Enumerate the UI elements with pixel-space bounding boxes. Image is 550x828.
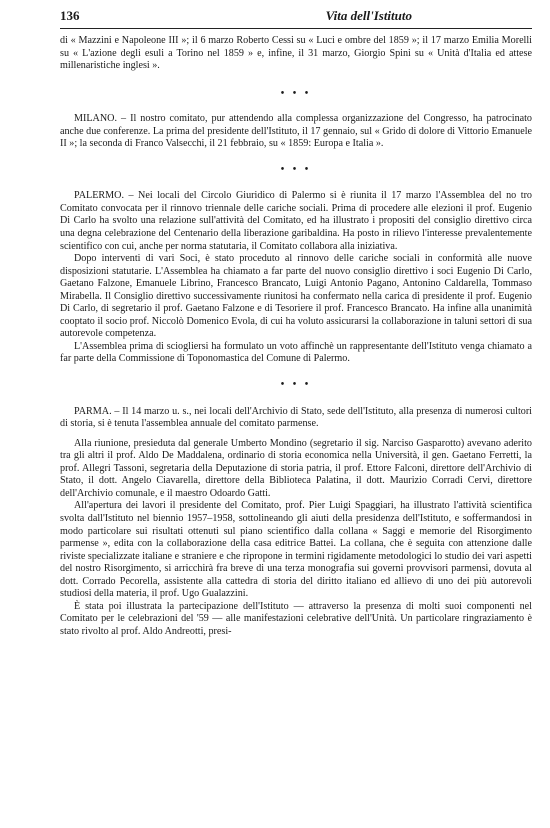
page-header [60, 10, 532, 29]
intro-paragraph: di « Mazzini e Napoleone III »; il 6 marzo Roberto Cessi su « Luci e ombre del 1859 »; il 17 marzo Emilia Morelli su « L'azione degli esuli a Torino nel 1859 » e, infine, il 31 marzo, Giorgio Spini su « Unità d'Italia ed attese millenaristiche inglesi ». [60, 35, 532, 72]
section-separator: • • • [280, 163, 312, 175]
palermo-paragraph-2: Dopo interventi di vari Soci, è stato proceduto al rinnovo delle cariche sociali in conformità alle nuove disposizioni statutarie. L'Assemblea ha chiamato a far parte del nuovo consiglio direttivo i soci Eugenio Di Carlo, Gaetano Falzone, Emanuele Librino, Francesco Brancato, Luigi Antonio Pagano, Antonino Caldarella, Tommaso Mirabella. Il Consiglio direttivo successivamente riunitosi ha confermato nella carica di presidente il prof. Eugenio Di Carlo, di segretario il prof. Gaetano Falzone e di Tesoriere il prof. Francesco Brancato. Ha infine alla unanimità cooptato il socio prof. Niccolò Domenico Evola, di cui ha voluto assicurarsi la collaborazione in taluni settori di sua autorevole competenza. [60, 253, 532, 340]
parma-paragraph-4: È stata poi illustrata la partecipazione dell'Istituto — attraverso la presenza di molti suoi componenti nel Comitato per le celebrazioni del '59 — alle manifestazioni celebrative dell'Unità. Un particolare ringraziamento è stato rivolto al prof. Aldo Andreotti, presi- [60, 600, 532, 637]
parma-paragraph-1: PARMA. – Il 14 marzo u. s., nei locali dell'Archivio di Stato, sede dell'Istituto, alla presenza di numerosi cultori di storia, si è tenuta l'assemblea annuale del comitato parmense. [60, 405, 532, 430]
palermo-paragraph-3: L'Assemblea prima di sciogliersi ha formulato un voto affinchè un rappresentante dell'Istituto venga chiamato a far parte della Commissione di Toponomastica del Comune di Palermo. [60, 340, 532, 365]
palermo-paragraph-1: PALERMO. – Nei locali del Circolo Giuridico di Palermo si è riunita il 17 marzo l'Assemblea del no tro Comitato convocata per il rinnovo triennale delle cariche sociali. Prima di procedere alle elezioni il prof. Eugenio Di Carlo ha svolto una relazione sull'attività del Comitato, ed ha illustrato i propositi del consiglio direttivo circa una degna celebrazione del Centenario della liberazione garibaldina. Ha posto in rilievo l'interesse prevalentemente scientifico con cui, anche per norma statutaria, il Comitato collabora alla iniziativa. [60, 190, 532, 252]
milano-paragraph: MILANO. – Il nostro comitato, pur attendendo alla complessa organizzazione del Congresso, ha patrocinato anche due conferenze. La prima del presidente dell'Istituto, il 17 gennaio, sul « Grido di dolore di Vittorio Emanuele II »; la seconda di Franco Valsecchi, il 21 febbraio, su « 1859: Europa e Italia ». [60, 113, 532, 150]
parma-paragraph-3: All'apertura dei lavori il presidente del Comitato, prof. Pier Luigi Spaggiari, ha illustrato l'attività scientifica svolta dall'Istituto nel biennio 1957–1958, sottolineando gli aiuti della presidenza dell'Istituto, e soffermandosi in modo particolare sui risultati ottenuti sul piano scientifico dalla collana « Saggi e memorie del Risorgimento parmense », edita con la collaborazione della casa editrice Battei. La collana, che è seguita con attenzione dalle riviste specializzate italiane e straniere e che ripropone in termini rigidamente metodologici lo studio dei vari aspetti del nostro Risorgimento, si arricchirà fra breve di una terza monografia sui governi provvisori parmensi, dovuta al dott. Corrado Pecorella, assistente alla cattedra di storia del diritto italiano ed allievo di uno dei più autorevoli studiosi della materia, il prof. Ugo Gualazzini. [60, 500, 532, 600]
running-title: Vita dell'Istituto [325, 8, 412, 23]
parma-paragraph-2: Alla riunione, presieduta dal generale Umberto Mondino (segretario il sig. Narciso Gasparotto) avevano aderito tra gli altri il prof. Aldo De Maddalena, ordinario di storia economica nella Università, il gen. Gaetano Ferretti, la prof. Allegri Tassoni, segretaria della Deputazione di storia patria, il prof. Ettore Falconi, direttore dell'Archivio di Stato, il dott. Angelo Ciavarella, direttore della Biblioteca Palatina, il dott. Maurizio Corradi Cervi, direttore dell'Archivio comunale, e il maestro Odoardo Gatti. [60, 437, 532, 499]
section-separator: • • • [280, 379, 312, 391]
section-separator: • • • [280, 87, 312, 99]
page-number: 136 [60, 8, 80, 23]
